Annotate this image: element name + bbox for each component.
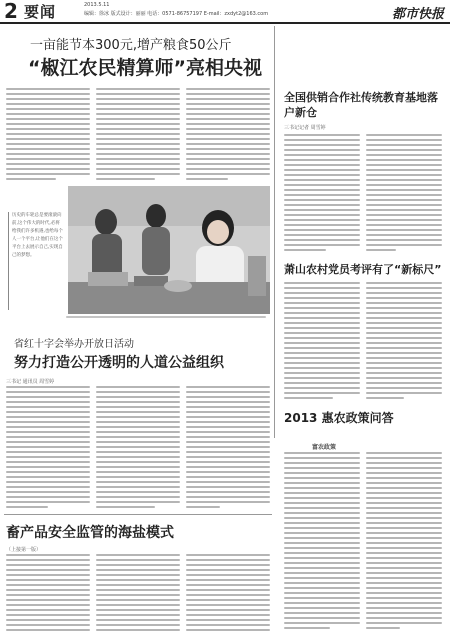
right-headline-2: 萧山农村党员考评有了“新标尺” bbox=[284, 263, 442, 276]
text-column bbox=[6, 554, 90, 636]
text-column bbox=[284, 134, 360, 254]
photo-caption bbox=[66, 316, 266, 321]
text-column bbox=[366, 452, 442, 632]
bottom-byline: （上接第一版） bbox=[6, 547, 42, 553]
text-column bbox=[186, 88, 270, 183]
story-divider bbox=[4, 514, 272, 515]
text-column bbox=[284, 452, 360, 632]
text-column bbox=[186, 386, 270, 512]
photo-illustration bbox=[68, 186, 270, 314]
text-column bbox=[186, 554, 270, 636]
mid-article-text bbox=[6, 386, 270, 512]
page-number: 2 bbox=[4, 0, 18, 23]
text-column bbox=[284, 282, 360, 402]
column-divider bbox=[274, 26, 275, 438]
text-column bbox=[96, 88, 180, 183]
lead-subtitle: 一亩能节本300元,增产粮食50公斤 bbox=[30, 38, 232, 53]
text-column bbox=[6, 386, 90, 512]
mid-subtitle: 省红十字会举办开放日活动 bbox=[14, 339, 134, 350]
right-article-1-text bbox=[284, 134, 444, 254]
right-article-3-text bbox=[284, 452, 444, 632]
right-article-2-text bbox=[284, 282, 444, 402]
news-photo bbox=[68, 186, 270, 314]
editor-info: 编辑：徐冰 版式设计：丽丽 电话：0571-86757197 E-mail：zxdyt2@163.com bbox=[84, 11, 269, 17]
lead-headline: “椒江农民精算师”亮相央视 bbox=[28, 57, 262, 79]
photo-side-note bbox=[8, 212, 64, 310]
mid-byline: 三书记 通讯员 周雪婷 bbox=[6, 379, 55, 385]
masthead-logo: 都市快报 bbox=[391, 7, 444, 22]
text-column bbox=[96, 386, 180, 512]
bottom-headline: 畜产品安全监管的海盐模式 bbox=[6, 525, 174, 541]
lead-article-text bbox=[6, 88, 270, 183]
section-name: 要闻 bbox=[24, 3, 57, 21]
right-headline-1: 全国供销合作社传统教育基地落户新仓 bbox=[284, 91, 438, 119]
text-column bbox=[96, 554, 180, 636]
right-headline-3: 2013 惠农政策问答 bbox=[284, 411, 394, 425]
text-column bbox=[366, 134, 442, 254]
side-note-text: 历史的车轮总是要滚滚向前,这个伟大的时代,必将给我们许多机遇,也给每个人一个平台,让他们在这个平台上去展示自己,实现自己的梦想。 bbox=[12, 213, 63, 258]
right-section-tag: 富农政策 bbox=[312, 444, 337, 451]
text-column bbox=[366, 282, 442, 402]
text-column bbox=[6, 88, 90, 183]
bottom-article-text bbox=[6, 554, 270, 636]
page-header bbox=[0, 0, 450, 24]
mid-headline: 努力打造公开透明的人道公益组织 bbox=[14, 355, 224, 371]
issue-date: 2013.5.11 bbox=[84, 2, 110, 8]
right-byline-1: 三书记记者 周雪婷 bbox=[284, 125, 326, 131]
